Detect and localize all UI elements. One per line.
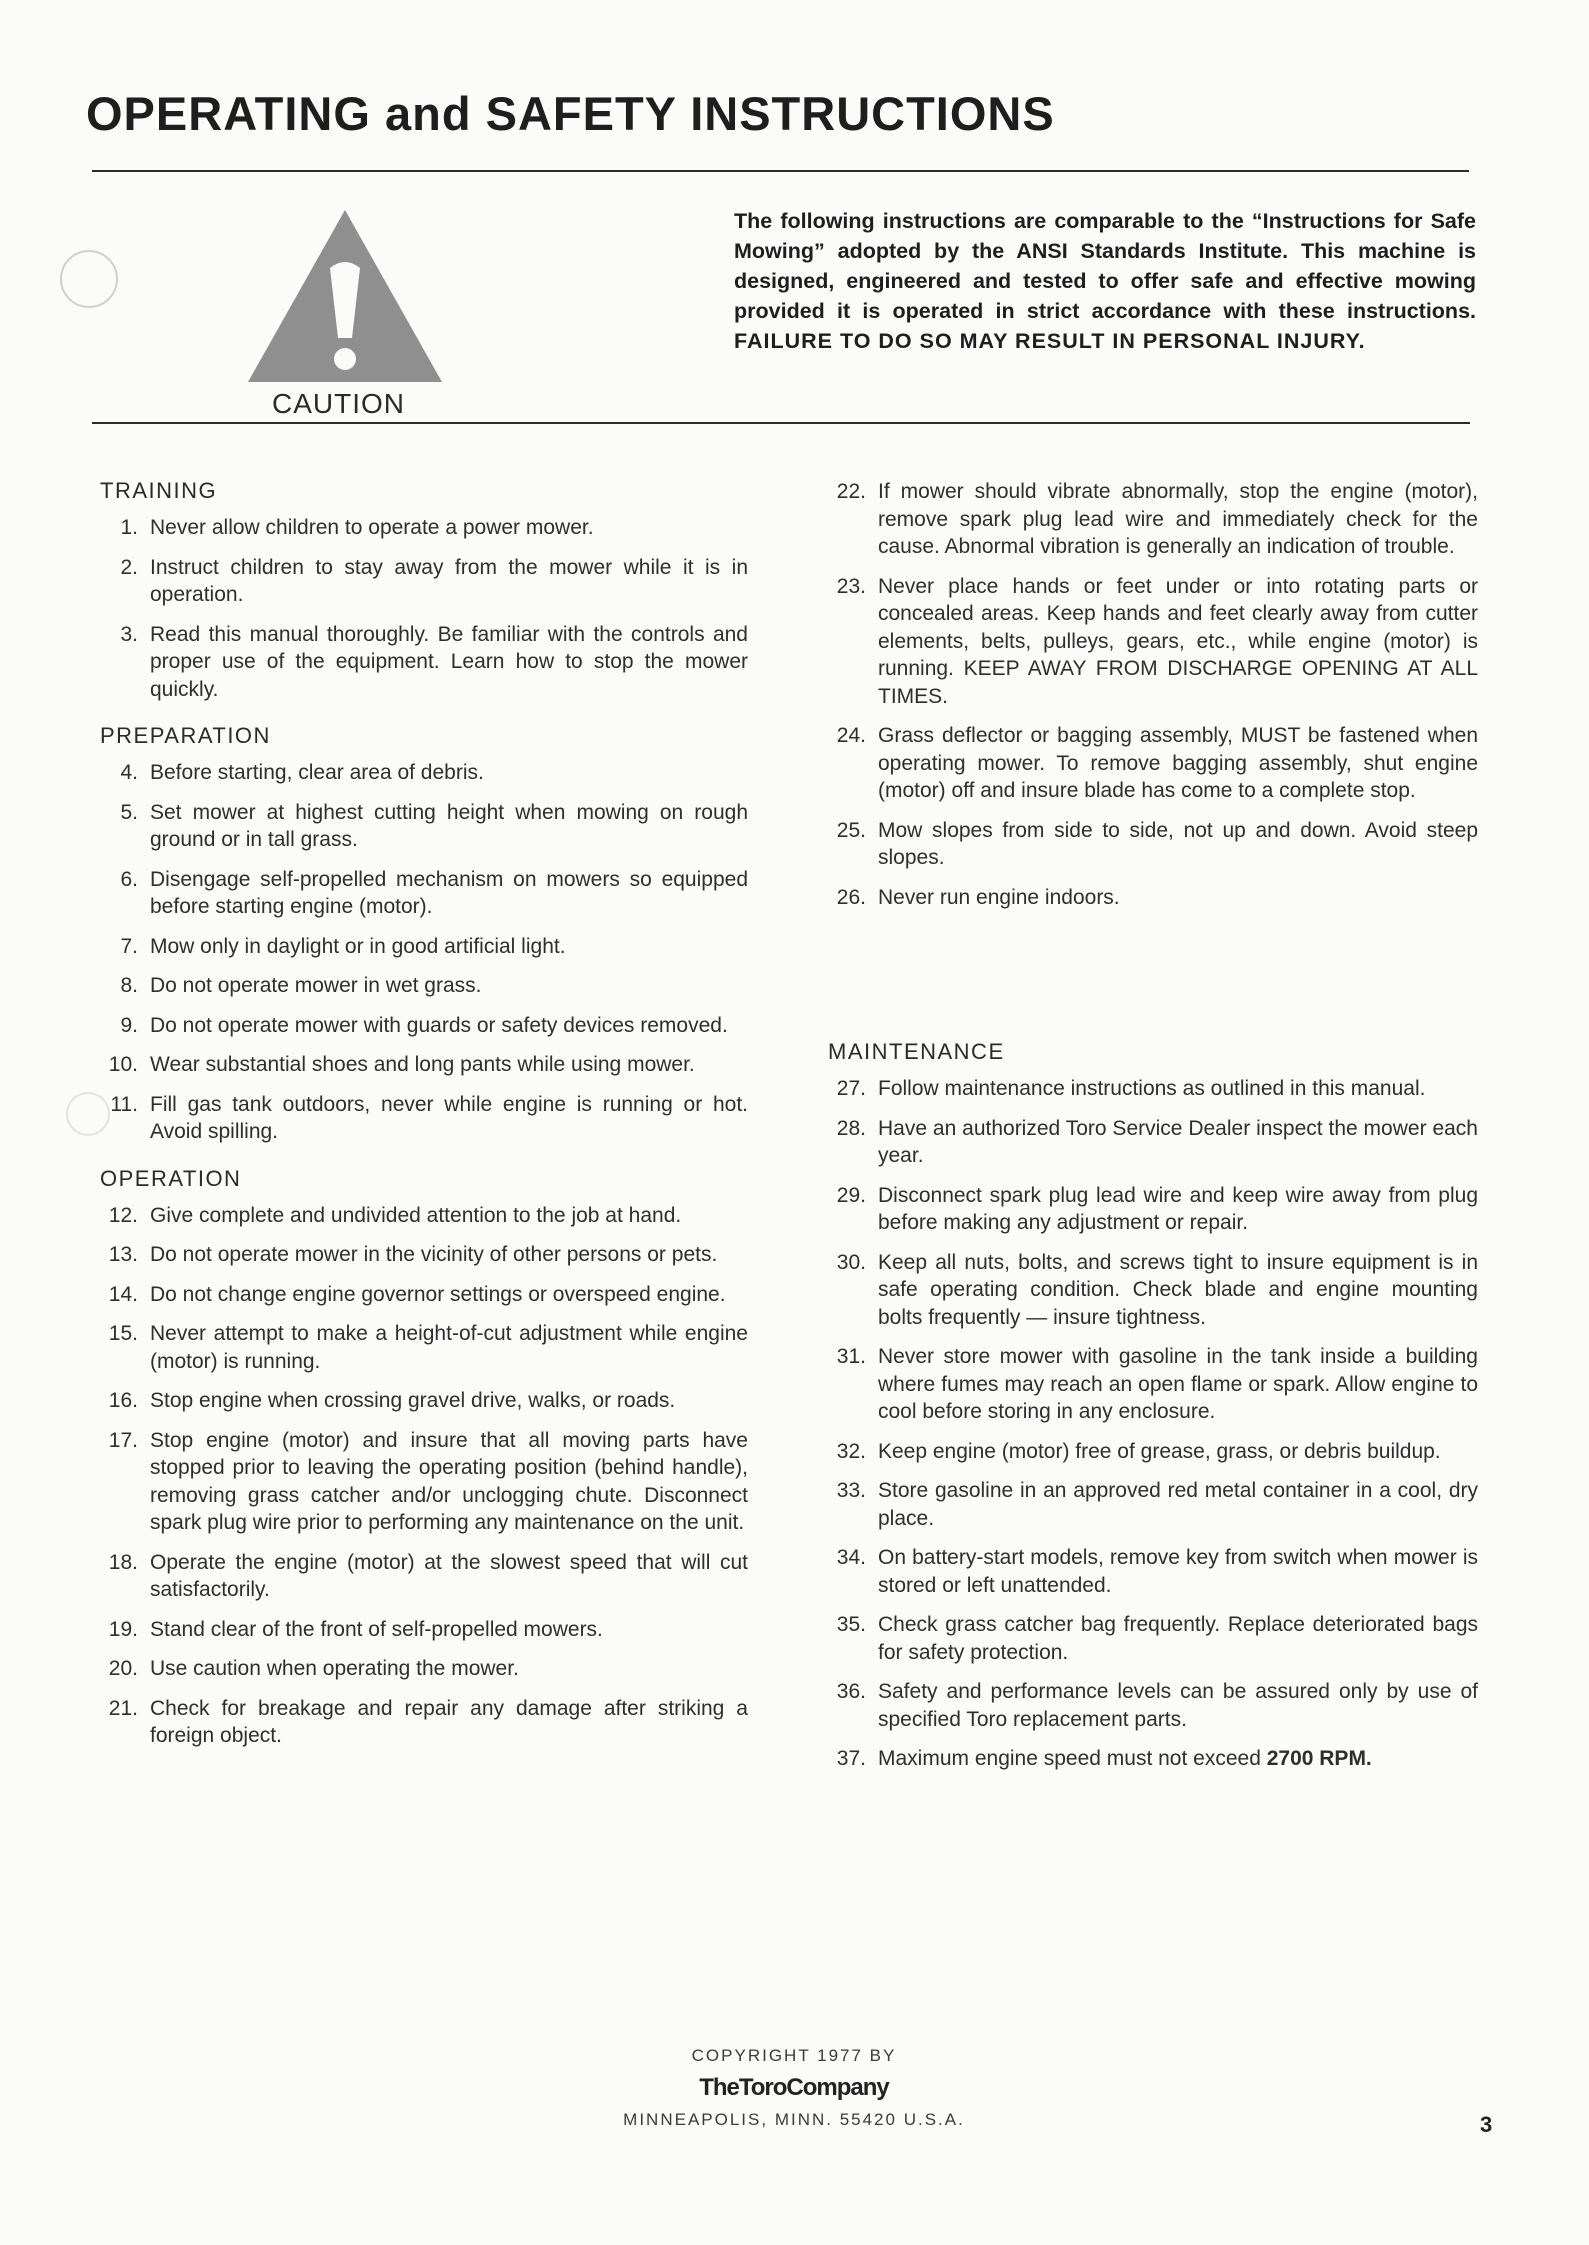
item-text: Mow only in daylight or in good artificial light. [150, 934, 566, 958]
list-item [98, 799, 748, 854]
item-number: 5. [120, 800, 138, 824]
list-item [826, 1477, 1478, 1532]
caution-label: CAUTION [272, 388, 405, 419]
list-item [98, 933, 748, 961]
list-item [826, 1182, 1478, 1237]
list-item [826, 1075, 1478, 1103]
list-item [98, 1051, 748, 1079]
list-item [826, 1438, 1478, 1466]
item-number: 17. [108, 1428, 138, 1452]
item-number: 21. [108, 1696, 138, 1720]
item-number: 23. [836, 574, 866, 598]
item-number: 31. [836, 1345, 866, 1368]
item-number: 12. [108, 1203, 138, 1227]
company-logo: TheToroCompany [699, 2074, 889, 2101]
item-text: If mower should vibrate abnormally, stop the engine (motor), remove spark plug lead wire and immediately check for the cause. Abnormal vibration is generally an indication of trouble. [878, 480, 1478, 558]
item-number: 32. [836, 1439, 866, 1463]
left-column [98, 478, 748, 1762]
item-number: 25. [836, 818, 866, 842]
item-text: Never place hands or feet under or into rotating parts or concealed areas. Keep hands and feet clearly away from cutter elements, belts, pulleys, gears, etc., while engine (motor) is running. KEEP AWAY FROM DISCHARGE OPENING AT ALL TIMES. [878, 574, 1478, 708]
list-item [826, 1115, 1478, 1170]
section-title-maintenance: MAINTENANCE [828, 1039, 1005, 1064]
list-item [826, 1611, 1478, 1666]
item-number: 27. [836, 1077, 866, 1100]
section-title-preparation: PREPARATION [100, 723, 271, 748]
list-item [98, 514, 748, 542]
right-column [826, 478, 1478, 1785]
warning-triangle-icon [248, 210, 442, 382]
maintenance-list [826, 1075, 1478, 1773]
list-item [98, 1549, 748, 1604]
list-item [826, 478, 1478, 561]
list-item [98, 972, 748, 1000]
item-number: 24. [836, 724, 866, 747]
item-number: 9. [120, 1013, 138, 1037]
item-text: Disconnect spark plug lead wire and keep wire away from plug before making any adjustment or repair. [878, 1183, 1478, 1234]
item-number: 28. [836, 1116, 866, 1140]
page-title: OPERATING and SAFETY INSTRUCTIONS [86, 87, 1055, 140]
item-number: 34. [836, 1546, 866, 1569]
item-number: 13. [108, 1243, 138, 1266]
list-item [826, 1544, 1478, 1599]
item-text: Instruct children to stay away from the mower while it is in operation. [150, 555, 748, 606]
list-item [98, 1281, 748, 1309]
rpm-limit: 2700 RPM. [1266, 1747, 1372, 1770]
item-number: 2. [120, 555, 138, 579]
item-number: 10. [108, 1053, 138, 1076]
item-text: Do not operate mower with guards or safety devices removed. [150, 1013, 728, 1037]
list-item [826, 1678, 1478, 1733]
item-text [878, 1745, 1478, 1773]
item-text: Read this manual thoroughly. Be familiar with the controls and proper use of the equipment. Learn how to stop the mower quickly. [150, 622, 748, 701]
list-item [98, 1320, 748, 1375]
item-number: 11. [110, 1092, 138, 1116]
list-item [98, 1427, 748, 1537]
item-text: Wear substantial shoes and long pants while using mower. [150, 1053, 695, 1076]
item-text: On battery-start models, remove key from switch when mower is stored or left unattended. [878, 1546, 1478, 1597]
item-text: Check grass catcher bag frequently. Replace deteriorated bags for safety protection. [878, 1613, 1478, 1664]
item-text: Do not change engine governor settings or overspeed engine. [150, 1282, 726, 1306]
section-title-training: TRAINING [100, 478, 218, 503]
item-number: 22. [836, 480, 866, 503]
list-item [98, 1655, 748, 1683]
item-number: 19. [108, 1617, 138, 1641]
item-text: Keep all nuts, bolts, and screws tight to insure equipment is in safe operating condition. Check blade and engine mounting bolts frequently — insure tightness. [878, 1250, 1478, 1329]
item-text: Stop engine when crossing gravel drive, walks, or roads. [150, 1389, 676, 1412]
item-text: Fill gas tank outdoors, never while engine is running or hot. Avoid spilling. [150, 1092, 748, 1143]
operation-continued-list [826, 478, 1478, 911]
intro-warning: FAILURE TO DO SO MAY RESULT IN PERSONAL INJURY. [734, 329, 1366, 353]
section-title-operation: OPERATION [100, 1165, 242, 1191]
list-item [98, 866, 748, 921]
item-number: 1. [120, 516, 138, 539]
operation-list [98, 1202, 748, 1750]
list-item [826, 1745, 1478, 1773]
list-item [98, 1695, 748, 1750]
item-text: Operate the engine (motor) at the slowest speed that will cut satisfactorily. [150, 1550, 748, 1601]
item-text: Safety and performance levels can be assured only by use of specified Toro replacement parts. [878, 1680, 1478, 1731]
item-number: 3. [120, 622, 138, 646]
item-number: 15. [108, 1322, 138, 1345]
item-text: Keep engine (motor) free of grease, grass, or debris buildup. [878, 1439, 1441, 1463]
item-text: Set mower at highest cutting height when mowing on rough ground or in tall grass. [150, 800, 748, 851]
list-item [98, 1241, 748, 1269]
item-number: 20. [108, 1657, 138, 1680]
item-text: Check for breakage and repair any damage after striking a foreign object. [150, 1696, 748, 1747]
item-text: Never store mower with gasoline in the tank inside a building where fumes may reach an open flame or spark. Allow engine to cool before storing in any enclosure. [878, 1345, 1478, 1423]
item-number: 30. [836, 1250, 866, 1274]
item-text: Grass deflector or bagging assembly, MUST be fastened when operating mower. To remove bagging assembly, shut engine (motor) off and insure blade has come to a complete stop. [878, 724, 1478, 802]
intro-text: The following instructions are comparable to the “Instructions for Safe Mowing” adopted by the ANSI Standards Institute. This machine is designed, engineered and tested to offer safe and effective mowing provided it is operated in strict accordance with these instructions. [734, 209, 1476, 323]
item-text: Stand clear of the front of self-propelled mowers. [150, 1617, 603, 1641]
item-text: Follow maintenance instructions as outlined in this manual. [878, 1077, 1426, 1100]
list-item [98, 759, 748, 787]
company-address: MINNEAPOLIS, MINN. 55420 U.S.A. [623, 2110, 965, 2129]
item-text: Before starting, clear area of debris. [150, 761, 484, 784]
training-list [98, 514, 748, 703]
item-number: 36. [836, 1680, 866, 1703]
page-number: 3 [1480, 2112, 1493, 2137]
item-number: 16. [108, 1389, 138, 1412]
item-number: 29. [836, 1183, 866, 1207]
list-item [826, 573, 1478, 711]
item-text: Mow slopes from side to side, not up and down. Avoid steep slopes. [878, 818, 1478, 869]
item-number: 14. [108, 1282, 138, 1306]
copyright-line: COPYRIGHT 1977 BY [691, 2046, 897, 2065]
list-item [826, 1249, 1478, 1332]
item-number: 8. [120, 974, 138, 997]
title-divider [92, 170, 1469, 172]
item-text: Have an authorized Toro Service Dealer inspect the mower each year. [878, 1116, 1478, 1167]
item-text-main: Maximum engine speed must not exceed [878, 1747, 1261, 1770]
item-text: Never allow children to operate a power mower. [150, 516, 594, 539]
item-text: Do not operate mower in the vicinity of other persons or pets. [150, 1243, 718, 1266]
item-text: Store gasoline in an approved red metal container in a cool, dry place. [878, 1479, 1478, 1530]
item-number: 6. [120, 867, 138, 891]
item-text: Use caution when operating the mower. [150, 1657, 519, 1680]
list-item [98, 621, 748, 704]
header-divider [92, 422, 1470, 424]
item-text: Never attempt to make a height-of-cut adjustment while engine (motor) is running. [150, 1322, 748, 1373]
item-text: Do not operate mower in wet grass. [150, 974, 482, 997]
intro-paragraph [734, 206, 1476, 356]
item-text: Never run engine indoors. [878, 885, 1120, 909]
item-text: Give complete and undivided attention to the job at hand. [150, 1203, 682, 1227]
list-item [98, 1387, 748, 1415]
list-item [98, 1202, 748, 1230]
item-number: 33. [836, 1479, 866, 1502]
item-number: 26. [836, 885, 866, 909]
list-item [826, 722, 1478, 805]
list-item [98, 1091, 748, 1146]
preparation-list [98, 759, 748, 1146]
list-item [826, 817, 1478, 872]
list-item [98, 1616, 748, 1644]
punch-hole-mark [60, 250, 118, 308]
item-text: Disengage self-propelled mechanism on mowers so equipped before starting engine (motor). [150, 867, 748, 918]
item-number: 37. [836, 1747, 866, 1770]
list-item [826, 884, 1478, 912]
item-number: 4. [120, 761, 138, 784]
item-number: 35. [836, 1613, 866, 1636]
list-item [98, 1012, 748, 1040]
item-number: 7. [120, 934, 138, 958]
list-item [826, 1343, 1478, 1426]
item-number: 18. [108, 1550, 138, 1574]
list-item [98, 554, 748, 609]
item-text: Stop engine (motor) and insure that all moving parts have stopped prior to leaving the operating position (behind handle), removing grass catcher and/or unclogging chute. Disconnect spark plug wire prior to performing any maintenance on the unit. [150, 1428, 748, 1534]
